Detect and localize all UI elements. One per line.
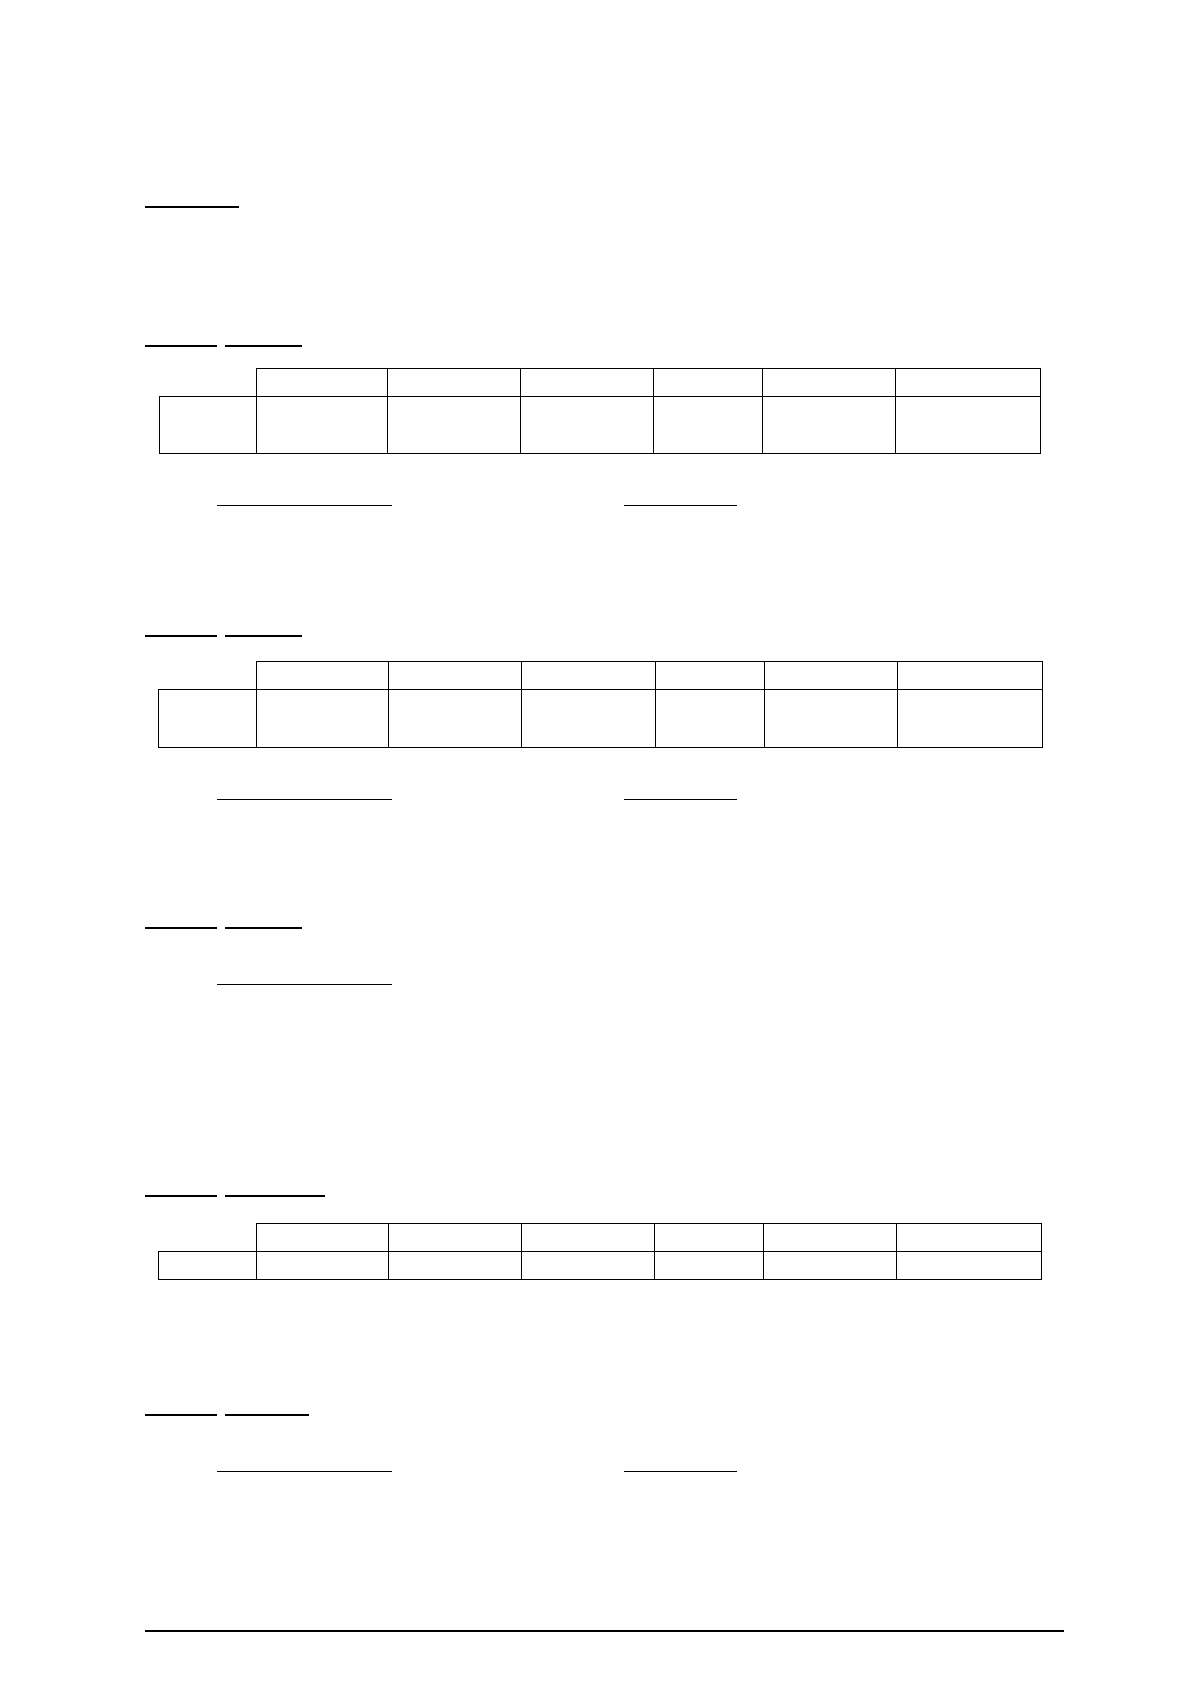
section-2-table [158, 661, 1043, 748]
table-cell [655, 1252, 764, 1280]
section-5-field-1 [217, 1471, 392, 1472]
table-header-cell [763, 369, 896, 397]
table-header-cell [655, 1224, 764, 1252]
table-header-cell [898, 662, 1043, 690]
section-2-title [225, 635, 302, 637]
table-cell [388, 397, 521, 454]
section-3-number [145, 927, 217, 929]
table-header-cell [257, 1224, 389, 1252]
table-header-cell [654, 369, 763, 397]
table-cell [257, 1252, 389, 1280]
table-row-label [160, 397, 257, 454]
table-header-cell [656, 662, 765, 690]
table-corner-cell [160, 369, 257, 397]
section-1-table [159, 368, 1041, 454]
section-4-title [225, 1195, 325, 1197]
section-5-title [225, 1414, 309, 1416]
table-cell [656, 690, 765, 748]
table-header-cell [257, 369, 388, 397]
table-header-cell [389, 1224, 522, 1252]
section-1-field-2 [624, 505, 737, 506]
table-cell [897, 1252, 1042, 1280]
table-header-cell [388, 369, 521, 397]
table-header-cell [389, 662, 522, 690]
table-header-cell [897, 1224, 1042, 1252]
section-3-field-1 [217, 984, 392, 985]
table-cell [898, 690, 1043, 748]
table-cell [654, 397, 763, 454]
table-cell [765, 690, 898, 748]
table-row [160, 397, 1041, 454]
table-cell [522, 690, 656, 748]
section-4-number [145, 1195, 217, 1197]
table-header-cell [764, 1224, 897, 1252]
table-corner-cell [159, 662, 257, 690]
section-1-number [145, 345, 217, 347]
table-cell [257, 397, 388, 454]
section-2-number [145, 635, 217, 637]
table-header-cell [257, 662, 389, 690]
table-header-cell [521, 369, 654, 397]
table-cell [896, 397, 1041, 454]
table-cell [521, 397, 654, 454]
section-1-title [225, 345, 302, 347]
section-5-field-2 [624, 1471, 737, 1472]
table-row [159, 1252, 1042, 1280]
table-row-label [159, 690, 257, 748]
table-corner-cell [159, 1224, 257, 1252]
table-header-row [159, 662, 1043, 690]
table-header-cell [896, 369, 1041, 397]
table-cell [764, 1252, 897, 1280]
table-header-row [160, 369, 1041, 397]
table-header-cell [765, 662, 898, 690]
document-title [145, 206, 239, 208]
section-5-number [145, 1414, 217, 1416]
table-cell [763, 397, 896, 454]
footer-rule [145, 1630, 1064, 1632]
table-header-cell [522, 1224, 655, 1252]
table-row-label [159, 1252, 257, 1280]
table-cell [389, 1252, 522, 1280]
section-1-field-1 [217, 505, 392, 506]
table-header-cell [522, 662, 656, 690]
section-2-field-2 [624, 799, 737, 800]
section-2-field-1 [217, 799, 392, 800]
table-cell [389, 690, 522, 748]
section-3-title [225, 927, 302, 929]
section-4-table [158, 1223, 1042, 1280]
table-row [159, 690, 1043, 748]
table-cell [522, 1252, 655, 1280]
table-cell [257, 690, 389, 748]
table-header-row [159, 1224, 1042, 1252]
